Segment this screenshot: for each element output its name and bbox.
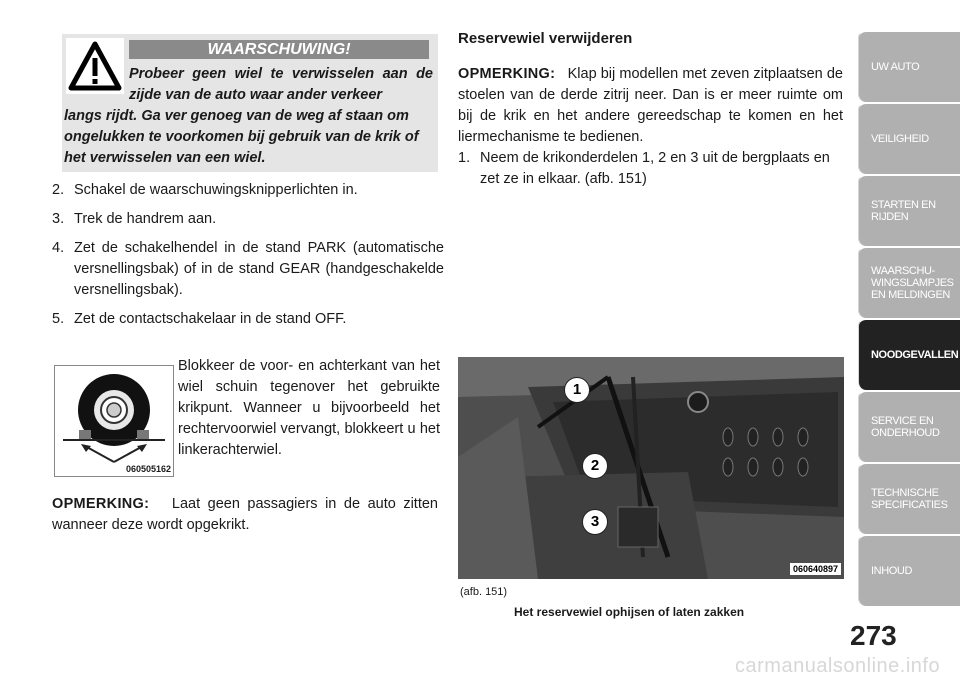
step-text: Zet de contactschakelaar in de stand OFF.: [74, 311, 347, 327]
sidebar-item-inhoud[interactable]: [858, 534, 960, 606]
sidebar-item-label: UW AUTO: [871, 61, 920, 73]
figure-caption: Het reservewiel ophijsen of laten zakken: [514, 605, 745, 619]
wheel-chock-illustration: [54, 365, 174, 477]
sidebar-item-noodgevallen[interactable]: [858, 318, 960, 390]
sidebar-item-label: VEILIGHEID: [871, 133, 929, 145]
step-number: 5.: [52, 311, 65, 327]
step-number: 2.: [52, 182, 65, 198]
sidebar-item-label: INHOUD: [871, 565, 912, 577]
note-label: OPMERKING:: [458, 66, 556, 82]
step-3: [52, 209, 444, 230]
sidebar-item-starten-en-rijden[interactable]: [858, 174, 960, 246]
note-seven-seats: [458, 64, 843, 148]
image-code: 060505162: [125, 464, 171, 474]
chock-instruction: Blokkeer de voor- en achterkant van het wiel schuin tegenover het gebruikte krikpunt. Wanneer u bijvoorbeeld het rechtervoorwiel vervangt, blokkeert u het linkerachterwiel.: [178, 358, 440, 458]
note-text: Laat geen passagiers in de auto zitten wanneer deze wordt opgekrikt.: [52, 496, 438, 533]
chapter-sidebar: [858, 30, 960, 606]
sidebar-item-label: SERVICE EN ONDERHOUD: [871, 415, 940, 439]
watermark: carmanualsonline.info: [735, 655, 941, 677]
warning-text-first: Probeer geen wiel te verwisselen aan de zijde van de auto waar ander verkeer: [129, 66, 433, 103]
sidebar-item-label: STARTEN EN RIJDEN: [871, 199, 936, 223]
step-2: [52, 180, 444, 201]
section-title: Reservewiel verwijderen: [458, 30, 633, 47]
sidebar-item-uw-auto[interactable]: [858, 30, 960, 102]
step-text: Schakel de waarschuwingsknipperlichten in.: [74, 182, 358, 198]
sidebar-item-label: NOODGEVALLEN: [871, 349, 959, 361]
step-text: Zet de schakelhendel in de stand PARK (automatische versnellingsbak) of in de stand GEAR (handgeschakelde versnellingsbak).: [74, 240, 444, 298]
step-5: [52, 309, 444, 330]
sidebar-item-technische-specificaties[interactable]: [858, 462, 960, 534]
page-number: 273: [850, 620, 897, 651]
step-1: [458, 148, 843, 190]
warning-text-body: langs rijdt. Ga ver genoeg van de weg af staan om ongelukken te voorkomen bij gebruik van de krik of het verwisselen van een wiel.: [64, 108, 419, 166]
warning-heading: WAARSCHUWING!: [129, 40, 429, 59]
note-passengers: [52, 494, 438, 536]
callout-2: 2: [582, 453, 608, 479]
sidebar-item-label: TECHNISCHE SPECIFICATIES: [871, 487, 948, 511]
step-text: Trek de handrem aan.: [74, 211, 217, 227]
jack-stowage-photo: [458, 357, 844, 579]
image-code: 060640897: [790, 563, 841, 575]
sidebar-item-service-en-onderhoud[interactable]: [858, 390, 960, 462]
note-text: Klap bij modellen met zeven zitplaatsen de stoelen van de derde zitrij neer. Dan is er meer ruimte om bij de krik en het andere gereedschap te komen en het liermechanisme te bedienen.: [458, 66, 843, 145]
step-number: 1.: [458, 150, 471, 166]
step-4: [52, 238, 444, 301]
step-number: 3.: [52, 211, 65, 227]
warning-box: [62, 34, 438, 172]
warning-triangle-icon: [66, 38, 124, 94]
step-number: 4.: [52, 240, 65, 256]
callout-1: 1: [564, 377, 590, 403]
note-label: OPMERKING:: [52, 496, 150, 512]
callout-3: 3: [582, 509, 608, 535]
sidebar-item-veiligheid[interactable]: [858, 102, 960, 174]
sidebar-item-waarschuwingslampjes[interactable]: [858, 246, 960, 318]
sidebar-item-label: WAARSCHU-WINGSLAMPJES EN MELDINGEN: [871, 265, 954, 301]
step-text: Neem de krikonderdelen 1, 2 en 3 uit de bergplaats en zet ze in elkaar. (afb. 151): [480, 150, 830, 187]
figure-label: (afb. 151): [460, 586, 508, 598]
